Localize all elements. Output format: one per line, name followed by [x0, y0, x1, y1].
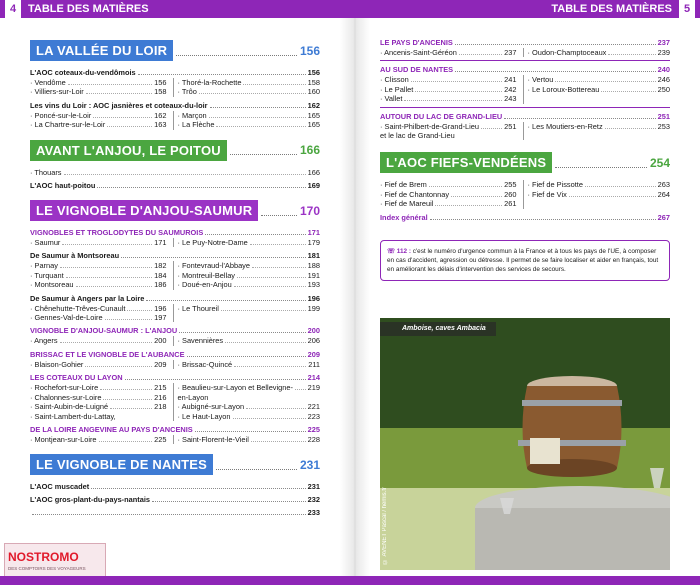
section-banner-anjou-poitou[interactable]: [30, 140, 320, 161]
section-page: 166: [299, 143, 320, 158]
toc-entry-page: 162: [154, 110, 167, 120]
toc-entry-name: · Angers: [30, 336, 58, 346]
leader-dots: [555, 81, 655, 82]
toc-entry-page: 158: [154, 87, 167, 97]
leader-dots: [233, 418, 306, 419]
toc-entry[interactable]: [30, 78, 173, 87]
toc-entry-name: · Vendôme: [30, 78, 66, 87]
left-page-number: 4: [5, 0, 21, 18]
toc-entry-name: · Le Pallet: [380, 84, 414, 94]
toc-entry[interactable]: [528, 190, 671, 199]
toc-entry-page: 264: [657, 189, 670, 199]
section-page: 156: [299, 43, 320, 58]
toc-entry-name: · La Flèche: [177, 120, 215, 130]
toc-entry[interactable]: [30, 168, 320, 177]
toc-entry[interactable]: [178, 402, 321, 411]
toc-entry-name: · Brissac-Quincé: [177, 359, 233, 369]
leader-dots: [234, 286, 306, 287]
toc-entry[interactable]: [178, 261, 321, 270]
toc-entry-name: · Saumur: [30, 238, 61, 248]
toc-entry[interactable]: [30, 313, 173, 322]
wine-barrel-photo: [380, 318, 670, 570]
toc-entry-page: 263: [657, 180, 670, 190]
leader-dots: [85, 366, 152, 367]
toc-entry[interactable]: [380, 122, 523, 141]
toc-area-heading[interactable]: AU SUD DE NANTES 240: [380, 65, 670, 75]
toc-heading[interactable]: Les vins du Loir : AOC jasnières et coteaux-du-loir 162: [30, 100, 320, 110]
toc-area-heading[interactable]: LES COTEAUX DU LAYON 214: [30, 373, 320, 383]
toc-entry[interactable]: [380, 48, 523, 57]
toc-entry[interactable]: [178, 111, 321, 120]
toc-entry[interactable]: [528, 180, 671, 189]
section-banner-anjou-saumur[interactable]: [30, 200, 320, 221]
toc-heading[interactable]: De Saumur à Angers par la Loire 196: [30, 293, 320, 303]
leader-dots: [435, 205, 502, 206]
leader-dots: [601, 91, 655, 92]
section-title: LA VALLÉE DU LOIR: [30, 40, 173, 61]
toc-entry-name: · Saint-Aubin-de-Luigné: [30, 402, 109, 412]
leader-dots: [234, 366, 306, 367]
toc-area-heading[interactable]: DE LA LOIRE ANGEVINE AU PAYS D'ANCENIS 225: [30, 424, 320, 434]
leader-dots: [481, 128, 502, 129]
left-page-toc: [30, 38, 320, 518]
toc-entry-page: 255: [504, 180, 517, 190]
toc-entry-group: [380, 122, 670, 141]
leader-dots: [230, 145, 297, 155]
leader-dots: [110, 408, 152, 409]
toc-entry[interactable]: [30, 412, 173, 421]
toc-heading[interactable]: L'AOC coteaux-du-vendômois 156: [30, 68, 320, 77]
footer-bar: [0, 576, 700, 585]
leader-dots: [216, 460, 297, 470]
leader-dots: [608, 54, 655, 55]
leader-dots: [429, 186, 502, 187]
toc-entry[interactable]: [30, 304, 173, 313]
toc-entry-group: [30, 336, 320, 345]
leader-dots: [216, 126, 305, 127]
toc-entry-name: · Rochefort-sur-Loire: [30, 383, 99, 393]
toc-entry-name: · Montsoreau: [30, 280, 74, 290]
photo-credit: © AVENET Pascal / hemis.fr: [382, 487, 388, 564]
toc-entry-page: 171: [154, 238, 167, 248]
right-page-toc: [380, 38, 670, 281]
leader-dots: [411, 81, 502, 82]
toc-entry-name: · Montjean-sur-Loire: [30, 434, 97, 444]
toc-entry-page: 193: [307, 280, 320, 290]
toc-entry-page: 165: [307, 110, 320, 120]
leader-dots: [60, 342, 153, 343]
toc-entry[interactable]: [178, 271, 321, 280]
toc-entry[interactable]: [30, 393, 173, 402]
toc-entry[interactable]: [30, 336, 173, 345]
toc-entry[interactable]: [528, 75, 671, 84]
section-title: AVANT L'ANJOU, LE POITOU: [30, 140, 227, 161]
index-link[interactable]: Index général 267: [380, 212, 670, 222]
toc-heading[interactable]: L'AOC gros-plant-du-pays-nantais 232: [30, 495, 320, 505]
toc-entry-name: · Aubigné-sur-Layon: [177, 402, 245, 412]
toc-entry-page: 215: [154, 383, 167, 393]
toc-entry-group: [30, 383, 320, 421]
toc-area-heading[interactable]: VIGNOBLE D'ANJOU-SAUMUR : L'ANJOU 200: [30, 326, 320, 336]
leader-dots: [252, 267, 306, 268]
toc-entry-name: · Saint-Lambert-du-Lattay,: [30, 411, 116, 421]
toc-entry-page: 261: [504, 199, 517, 209]
toc-heading[interactable]: De Saumur à Montsoreau 181: [30, 251, 320, 261]
toc-entry[interactable]: [30, 87, 173, 96]
toc-entry[interactable]: [30, 360, 173, 369]
toc-entry[interactable]: [30, 402, 173, 411]
leader-dots: [415, 91, 502, 92]
leader-dots: [237, 277, 306, 278]
toc-entry-name: · Chalonnes-sur-Loire: [30, 392, 102, 402]
right-running-title: TABLE DES MATIÈRES: [551, 3, 672, 15]
toc-entry[interactable]: [30, 261, 173, 270]
toc-entry-page: 188: [307, 261, 320, 271]
toc-entry-group: [30, 168, 320, 177]
toc-entry-page: 165: [307, 120, 320, 130]
toc-entry-page: 163: [154, 120, 167, 130]
toc-area-heading[interactable]: AUTOUR DU LAC DE GRAND-LIEU 251: [380, 111, 670, 121]
toc-entry[interactable]: [178, 412, 321, 421]
toc-entry-group: [30, 78, 320, 97]
toc-entry[interactable]: [380, 199, 523, 208]
toc-entry[interactable]: [380, 85, 523, 94]
section-title: LE VIGNOBLE DE NANTES: [30, 454, 213, 475]
toc-entry-name: · Chênehutte-Trêves-Cunault: [30, 303, 126, 313]
toc-entry-page: 246: [657, 75, 670, 85]
toc-entry-name: · Fief de Vix: [527, 189, 567, 199]
leader-dots: [243, 84, 305, 85]
toc-entry-name: · Ancenis-Saint-Géréon: [380, 48, 457, 57]
toc-entry-name: · La Chartre-sur-le-Loir: [30, 120, 106, 130]
divider: [380, 60, 670, 61]
toc-entry-group: [380, 48, 670, 57]
toc-entry[interactable]: [178, 360, 321, 369]
toc-entry-page: 223: [307, 411, 320, 421]
toc-entry-page: 191: [307, 270, 320, 280]
toc-entry-name: · Gennes-Val-de-Loire: [30, 313, 103, 323]
leader-dots: [64, 174, 306, 175]
toc-entry[interactable]: [528, 85, 671, 94]
toc-entry-name: · Le Loroux-Bottereau: [527, 84, 600, 94]
toc-entry-page: 182: [154, 261, 167, 271]
toc-heading[interactable]: L'AOC muscadet 231: [30, 482, 320, 492]
toc-entry-page: 239: [657, 48, 670, 57]
toc-entry-name: · Poncé-sur-le-Loir: [30, 110, 92, 120]
section-banner-fiefs-vendeens[interactable]: [380, 152, 670, 173]
toc-entry-group: [380, 75, 670, 103]
toc-entry-page: 186: [154, 280, 167, 290]
leader-dots: [99, 441, 153, 442]
toc-entry-name: · Saint-Philbert-de-Grand-Lieu et le lac de Grand-Lieu: [380, 121, 479, 141]
toc-entry-name: · Parnay: [30, 261, 58, 271]
toc-entry-name: · Les Moutiers-en-Retz: [527, 121, 603, 131]
emergency-text: c'est le numéro d'urgence commun à la France et à tous les pays de l'UE, à composer en cas d'accident, agression ou détresse. Il permet de se faire localiser et aider en français, tout en améliorant les délais d'intervention des services de secours.: [387, 247, 659, 273]
toc-entry-page: 251: [504, 121, 517, 131]
toc-entry-page: 228: [307, 434, 320, 444]
section-page: 231: [299, 457, 320, 472]
toc-entry-page: 250: [657, 84, 670, 94]
toc-entry-page: 196: [154, 303, 167, 313]
toc-entry-name: · Savennières: [177, 336, 224, 346]
leader-dots: [127, 310, 152, 311]
toc-entry-page: 253: [657, 121, 670, 131]
toc-entry-page: 209: [154, 359, 167, 369]
toc-entry-page: 221: [307, 402, 320, 412]
toc-entry-name: · Fontevraud-l'Abbaye: [177, 261, 250, 271]
toc-entry-page: 184: [154, 270, 167, 280]
leader-dots: [199, 93, 306, 94]
leader-dots: [459, 54, 502, 55]
emergency-info-box: [380, 240, 670, 281]
watermark-name: NOSTROMO: [8, 550, 79, 564]
toc-entry-name: · Turquant: [30, 270, 64, 280]
toc-entry[interactable]: [30, 120, 173, 129]
toc-entry-page: 225: [154, 434, 167, 444]
toc-entry-page: 200: [154, 336, 167, 346]
toc-entry-name: · Le Haut-Layon: [177, 411, 231, 421]
toc-entry[interactable]: [178, 87, 321, 96]
toc-entry-name: · Clisson: [380, 75, 409, 85]
toc-entry-page: 158: [307, 78, 320, 87]
toc-heading[interactable]: 233: [30, 508, 320, 517]
leader-dots: [251, 441, 306, 442]
section-page: 254: [649, 155, 670, 170]
toc-entry[interactable]: [380, 75, 523, 84]
toc-entry-name: · Thoré-la-Rochette: [177, 78, 242, 87]
photo-caption: Amboise, caves Ambacia: [380, 322, 496, 336]
leader-dots: [605, 128, 656, 129]
toc-entry[interactable]: [528, 122, 671, 131]
toc-entry[interactable]: [30, 238, 173, 247]
section-title: L'AOC FIEFS-VENDÉENS: [380, 152, 552, 173]
toc-entry-page: 218: [154, 402, 167, 412]
toc-entry-name: · Villiers-sur-Loir: [30, 87, 84, 97]
section-title: LE VIGNOBLE D'ANJOU-SAUMUR: [30, 200, 258, 221]
toc-entry-name: · Doué-en-Anjou: [177, 280, 232, 290]
toc-entry-page: 211: [308, 359, 320, 369]
leader-dots: [555, 158, 647, 168]
toc-entry-name: · Fief de Pissotte: [527, 180, 583, 190]
toc-entry[interactable]: [30, 383, 173, 392]
toc-entry[interactable]: [178, 78, 321, 87]
book-gutter: [340, 18, 370, 576]
toc-entry[interactable]: [30, 111, 173, 120]
toc-entry-page: 237: [504, 48, 517, 57]
toc-entry[interactable]: [380, 190, 523, 199]
leader-dots: [295, 389, 306, 390]
section-banner-vallee-du-loir[interactable]: [30, 40, 320, 61]
divider: [380, 107, 670, 108]
toc-entry-page: 166: [307, 167, 320, 177]
watermark-tagline: DES COMPTOIRS DES VOYAGEURS: [8, 566, 86, 571]
left-running-title: TABLE DES MATIÈRES: [28, 3, 149, 15]
toc-entry[interactable]: [178, 120, 321, 129]
toc-entry[interactable]: [380, 180, 523, 189]
leader-dots: [176, 46, 297, 56]
leader-dots: [105, 319, 153, 320]
leader-dots: [76, 286, 153, 287]
toc-entry-group: [30, 238, 320, 247]
toc-entry-name: · Le Thoureil: [177, 303, 219, 313]
toc-entry[interactable]: [178, 383, 321, 402]
toc-entry-group: [30, 435, 320, 444]
toc-entry-page: 179: [307, 238, 320, 248]
leader-dots: [66, 277, 152, 278]
toc-area-heading[interactable]: LE PAYS D'ANCENIS 237: [380, 38, 670, 47]
leader-dots: [107, 126, 152, 127]
toc-entry-name: · Le Puy-Notre-Dame: [177, 238, 248, 248]
toc-entry[interactable]: [178, 238, 321, 247]
toc-entry-name: · Fief de Mareuil: [380, 199, 434, 209]
toc-entry[interactable]: [178, 304, 321, 313]
section-banner-vignoble-nantes[interactable]: [30, 454, 320, 475]
toc-entry-name: · Fief de Chantonnay: [380, 189, 450, 199]
toc-entry-group: [30, 111, 320, 130]
toc-entry-page: 243: [504, 94, 517, 104]
toc-entry-page: 156: [154, 78, 167, 87]
leader-dots: [100, 389, 152, 390]
toc-entry-name: · Montreuil-Bellay: [177, 270, 236, 280]
toc-entry[interactable]: [380, 94, 523, 103]
leader-dots: [86, 93, 152, 94]
toc-entry-name: · Marçon: [177, 110, 207, 120]
toc-entry-page: 260: [504, 189, 517, 199]
toc-heading[interactable]: L'AOC haut-poitou 169: [30, 181, 320, 191]
leader-dots: [261, 206, 297, 216]
toc-entry-name: · Saint-Florent-le-Vieil: [177, 434, 249, 444]
leader-dots: [225, 342, 306, 343]
toc-entry[interactable]: [528, 48, 671, 57]
leader-dots: [93, 117, 152, 118]
barrel-illustration: [380, 318, 670, 570]
toc-entry-name: · Vallet: [380, 94, 403, 104]
toc-entry-group: [380, 180, 670, 208]
leader-dots: [62, 244, 152, 245]
toc-entry-page: 242: [504, 84, 517, 94]
toc-entry[interactable]: [30, 280, 173, 289]
toc-entry-group: [30, 304, 320, 323]
leader-dots: [68, 84, 152, 85]
toc-entry[interactable]: [178, 435, 321, 444]
leader-dots: [404, 100, 502, 101]
nostromo-watermark-logo: [4, 543, 106, 577]
toc-entry[interactable]: [30, 271, 173, 280]
leader-dots: [250, 244, 306, 245]
leader-dots: [569, 196, 656, 197]
toc-entry-page: 199: [307, 303, 320, 313]
toc-area-heading[interactable]: BRISSAC ET LE VIGNOBLE DE L'AUBANCE 209: [30, 349, 320, 359]
toc-entry-page: 160: [307, 87, 320, 97]
leader-dots: [60, 267, 152, 268]
leader-dots: [246, 408, 306, 409]
toc-entry-page: 219: [307, 383, 320, 393]
toc-entry-name: · Beaulieu-sur-Layon et Bellevigne- en-Layon: [177, 383, 293, 402]
leader-dots: [209, 117, 306, 118]
toc-entry-name: · Blaison-Gohier: [30, 359, 84, 369]
right-page-number: 5: [679, 0, 695, 18]
toc-area-heading[interactable]: VIGNOBLES ET TROGLODYTES DU SAUMUROIS 171: [30, 228, 320, 238]
toc-entry-name: · Thouars: [30, 167, 62, 177]
toc-entry-group: [30, 261, 320, 289]
toc-entry-page: 206: [307, 336, 320, 346]
toc-entry-name: · Fief de Brem: [380, 180, 427, 190]
toc-entry[interactable]: [178, 280, 321, 289]
toc-entry-page: 241: [504, 75, 517, 85]
toc-entry-group: [30, 360, 320, 369]
section-page: 170: [299, 203, 320, 218]
toc-entry-name: · Oudon-Champtoceaux: [527, 48, 607, 57]
toc-entry-page: 197: [154, 313, 167, 323]
toc-entry[interactable]: [30, 435, 173, 444]
leader-dots: [103, 399, 152, 400]
toc-entry[interactable]: [178, 336, 321, 345]
leader-dots: [585, 186, 656, 187]
emergency-number: ☏ 112 :: [387, 247, 411, 255]
leader-dots: [451, 196, 502, 197]
toc-entry-page: 216: [154, 392, 167, 402]
toc-entry-name: · Vertou: [527, 75, 554, 85]
leader-dots: [221, 310, 306, 311]
toc-entry-name: · Trôo: [177, 87, 197, 97]
